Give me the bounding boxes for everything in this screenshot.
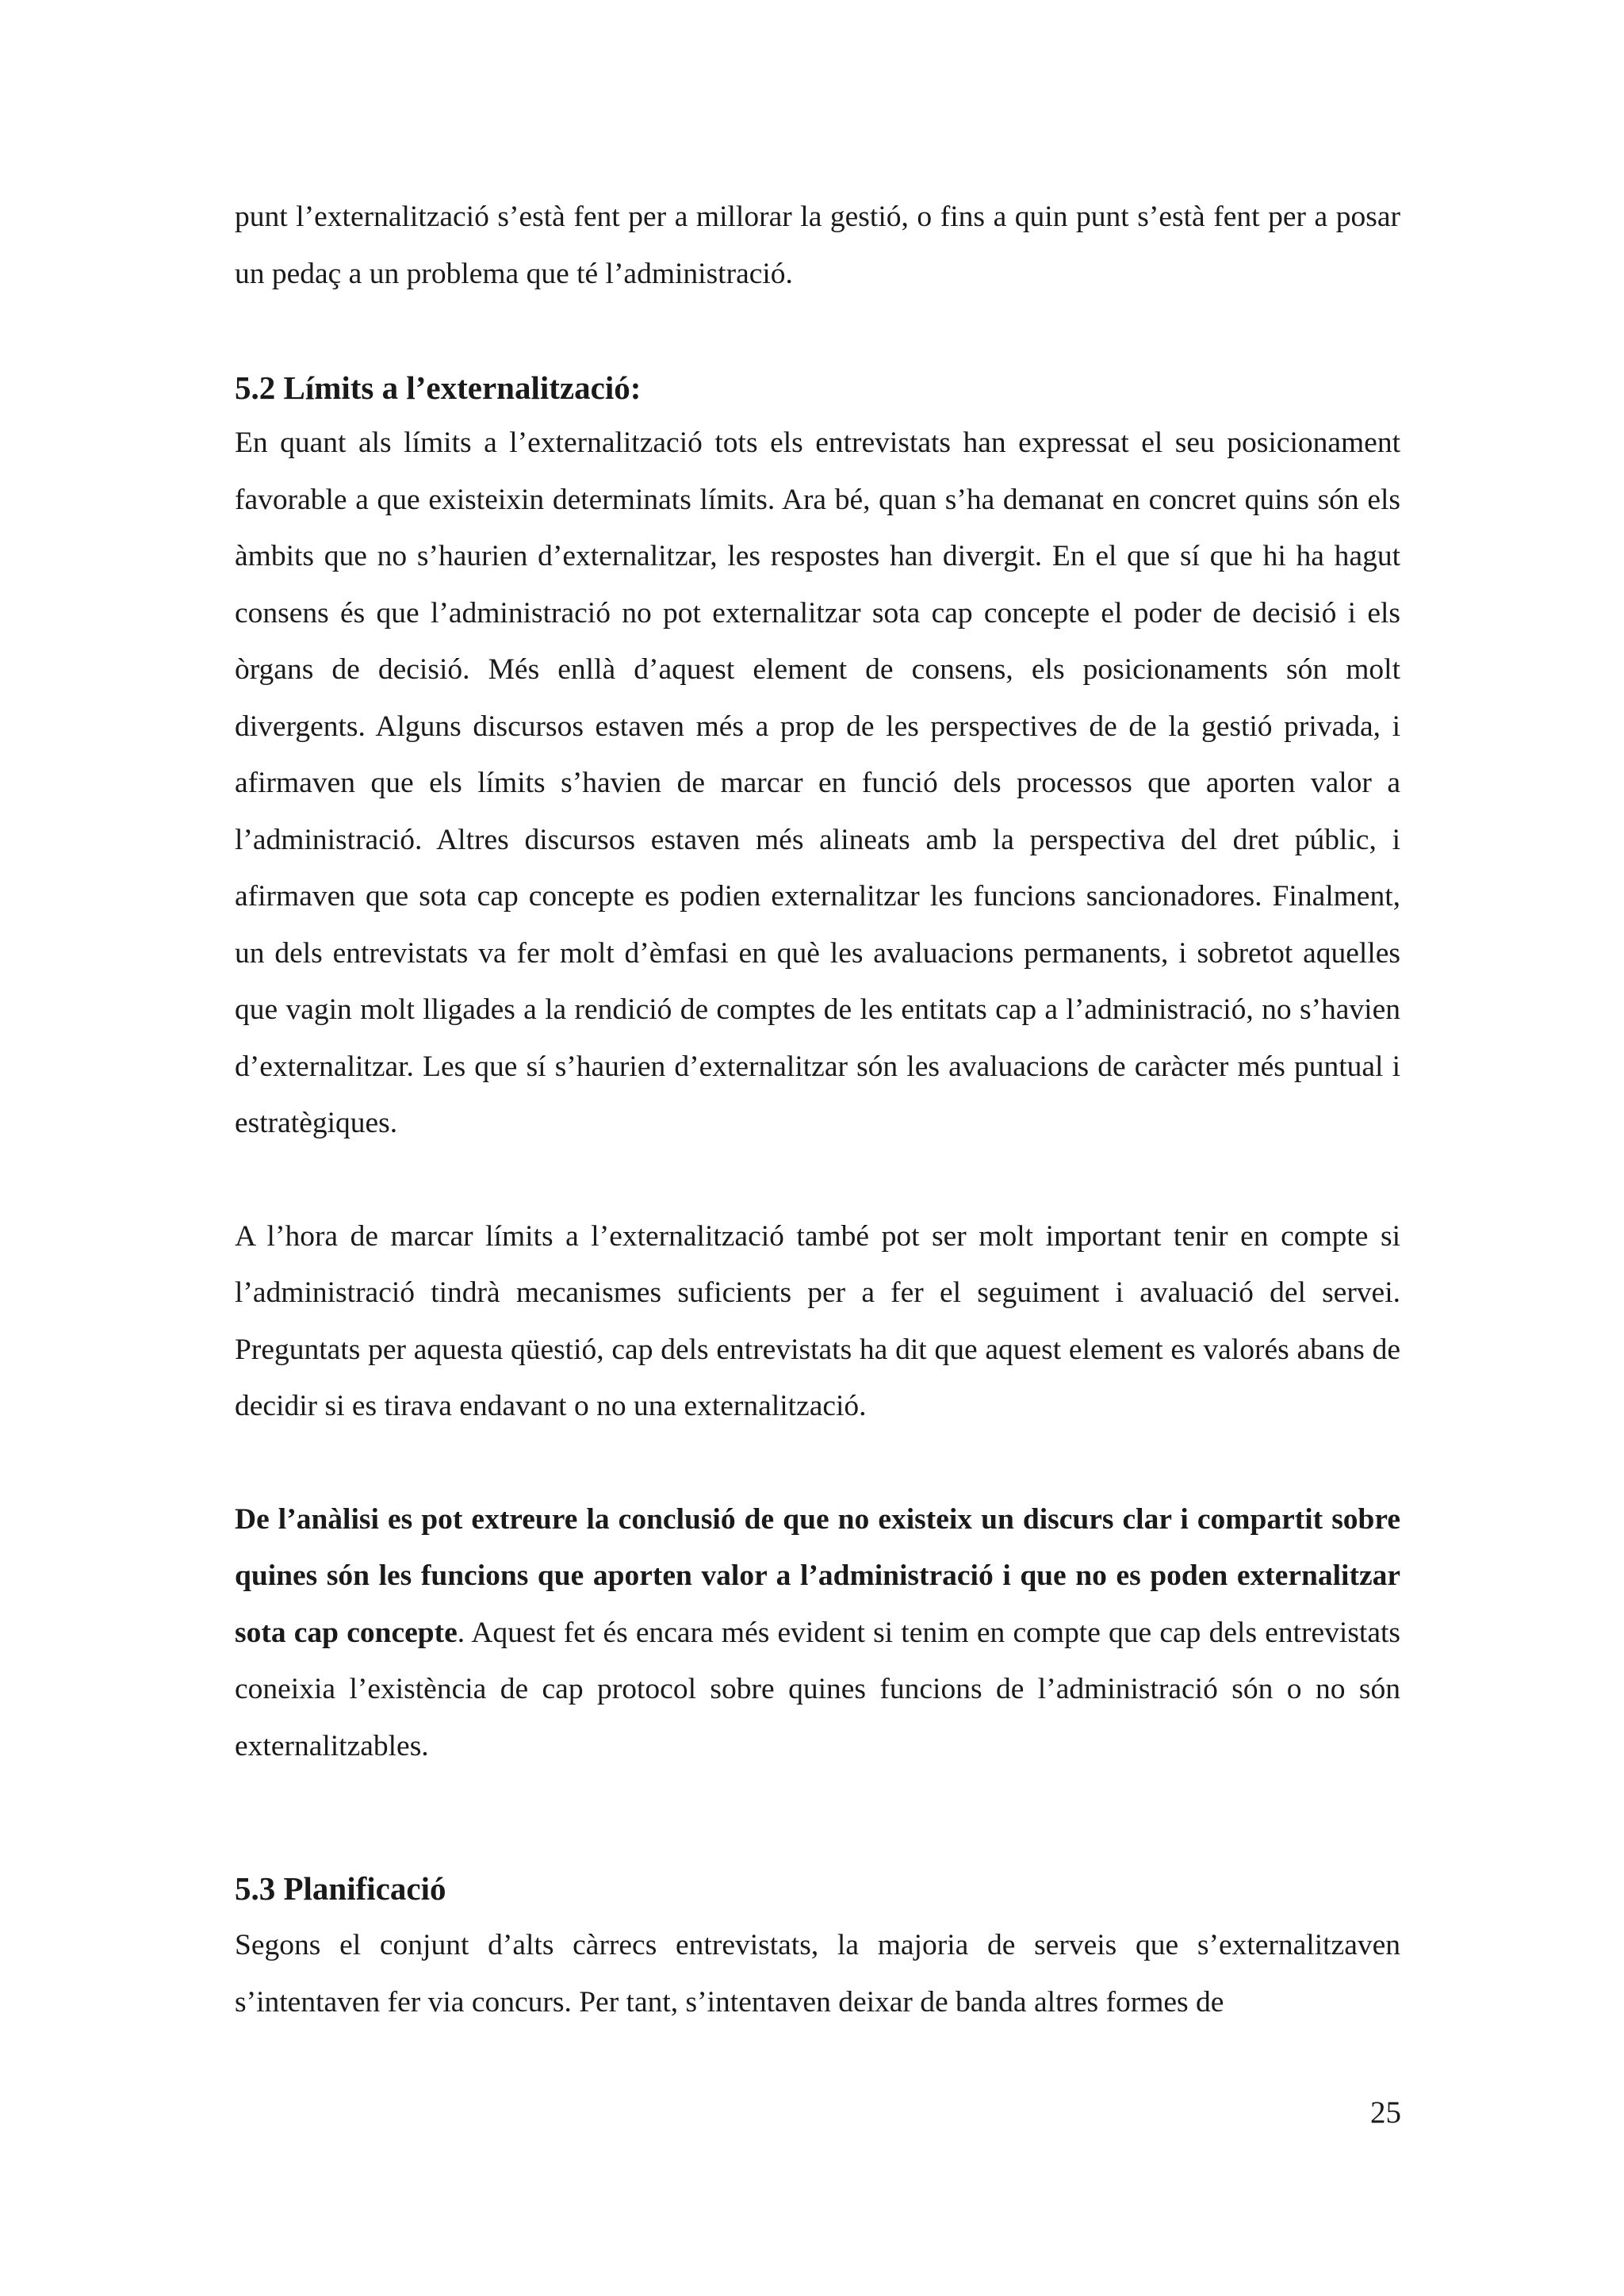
section-5-2-paragraph-3 [235, 1491, 1400, 1775]
section-5-3-paragraph-1: Segons el conjunt d’alts càrrecs entrevistats, la majoria de serveis que s’externalitzaven s’intentaven fer via concurs. Per tant, s’intentaven deixar de banda altres formes de [235, 1929, 1400, 2019]
spacer [235, 1152, 1400, 1208]
section-5-2-paragraph-2: A l’hora de marcar límits a l’externalització també pot ser molt important tenir en compte si l’administració tindrà mecanismes suficients per a fer el seguiment i avaluació del servei. Preguntats per aquesta qüestió, cap dels entrevistats ha dit que aquest element es valorés abans de decidir si es tirava endavant o no una externalització. [235, 1219, 1400, 1422]
section-heading-5-3: 5.3 Planificació [235, 1870, 446, 1907]
page-content [235, 189, 1400, 2030]
spacer [235, 1774, 1400, 1865]
spacer [235, 302, 1400, 367]
spacer [235, 1435, 1400, 1491]
conclusion-emphasis: De l’anàlisi es pot extreure la conclusió de que no existeix un discurs clar i compartit sobre quines són les funcions que aporten valor a l’administració i que no es poden externalitzar sota cap concepte [235, 1502, 1400, 1649]
conclusion-continuation: . Aquest fet és encara més evident si tenim en compte que cap dels entrevistats coneixia l’existència de cap protocol sobre quines funcions de l’administració són o no són externalitzables. [235, 1616, 1401, 1762]
intro-paragraph: punt l’externalització s’està fent per a millorar la gestió, o fins a quin punt s’està fent per a posar un pedaç a un problema que té l’administració. [235, 201, 1400, 290]
page-number: 25 [1370, 2095, 1401, 2130]
section-heading-5-2: 5.2 Límits a l’externalització: [235, 369, 642, 406]
section-5-2-paragraph-1: En quant als límits a l’externalització tots els entrevistats han expressat el seu posicionament favorable a que existeixin determinats límits. Ara bé, quan s’ha demanat en concret quins són els àmbits que no s’haurien d’externalitzar, les respostes han divergit. En el que sí que hi ha hagut consens és que l’administració no pot externalitzar sota cap concepte el poder de decisió i els òrgans de decisió. Més enllà d’aquest element de consens, els posicionaments són molt divergents. Alguns discursos estaven més a prop de les perspectives de de la gestió privada, i afirmaven que els límits s’havien de marcar en funció dels processos que aporten valor a l’administració. Altres discursos estaven més alineats amb la perspectiva del dret públic, i afirmaven que sota cap concepte es podien externalitzar les funcions sancionadores. Finalment, un dels entrevistats va fer molt d’èmfasi en què les avaluacions permanents, i sobretot aquelles que vagin molt lligades a la rendició de comptes de les entitats cap a l’administració, no s’havien d’externalitzar. Les que sí s’haurien d’externalitzar són les avaluacions de caràcter més puntual i estratègiques. [235, 427, 1400, 1139]
